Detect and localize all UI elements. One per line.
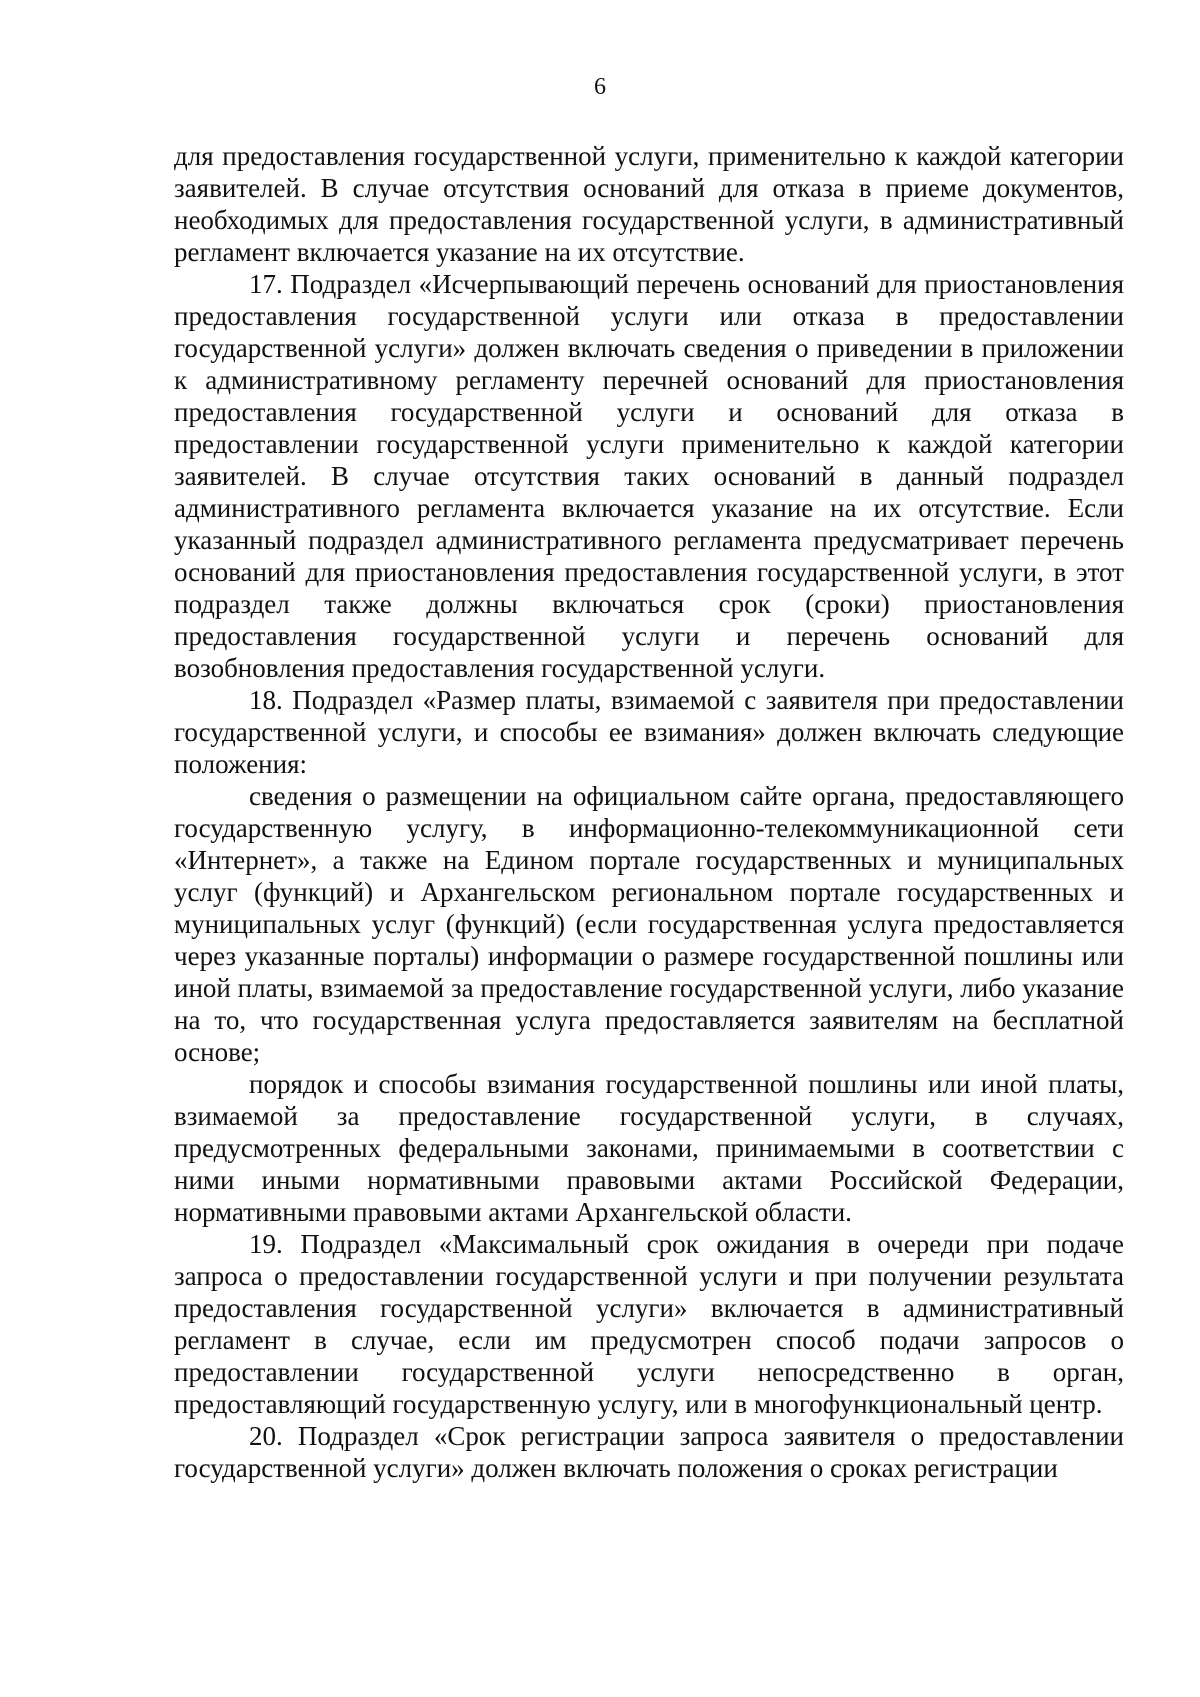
- document-body: [174, 140, 1124, 1484]
- paragraph-18-item-2: порядок и способы взимания государственной пошлины или иной платы, взимаемой за предоставление государственной услуги, в случаях, предусмотренных федеральными законами, принимаемыми в соответствии с ними иными нормативными правовыми актами Российской Федерации, нормативными правовыми актами Архангельской области.: [174, 1069, 1124, 1227]
- paragraph-continuation: для предоставления государственной услуги, применительно к каждой категории заявителей. В случае отсутствия оснований для отказа в приеме документов, необходимых для предоставления государственной услуги, в административный регламент включается указание на их отсутствие.: [174, 141, 1124, 267]
- paragraph-18-item-1: сведения о размещении на официальном сайте органа, предоставляющего государственную услугу, в информационно-телекоммуникационной сети «Интернет», а также на Едином портале государственных и муниципальных услуг (функций) и Архангельском региональном портале государственных и муниципальных услуг (функций) (если государственная услуга предоставляется через указанные порталы) информации о размере государственной пошлины или иной платы, взимаемой за предоставление государственной услуги, либо указание на то, что государственная услуга предоставляется заявителям на бесплатной основе;: [174, 781, 1124, 1067]
- paragraph-18: 18. Подраздел «Размер платы, взимаемой с заявителя при предоставлении государственной услуги, и способы ее взимания» должен включать следующие положения:: [174, 685, 1124, 779]
- paragraph-20: 20. Подраздел «Срок регистрации запроса заявителя о предоставлении государственной услуги» должен включать положения о сроках регистрации: [174, 1421, 1124, 1483]
- paragraph-19: 19. Подраздел «Максимальный срок ожидания в очереди при подаче запроса о предоставлении государственной услуги и при получении результата предоставления государственной услуги» включается в административный регламент в случае, если им предусмотрен способ подачи запросов о предоставлении государственной услуги непосредственно в орган, предоставляющий государственную услугу, или в многофункциональный центр.: [174, 1229, 1124, 1419]
- page-number: 6: [594, 74, 606, 100]
- paragraph-17: 17. Подраздел «Исчерпывающий перечень оснований для приостановления предоставления государственной услуги или отказа в предоставлении государственной услуги» должен включать сведения о приведении в приложении к административному регламенту перечней оснований для приостановления предоставления государственной услуги и оснований для отказа в предоставлении государственной услуги применительно к каждой категории заявителей. В случае отсутствия таких оснований в данный подраздел административного регламента включается указание на их отсутствие. Если указанный подраздел административного регламента предусматривает перечень оснований для приостановления предоставления государственной услуги, в этот подраздел также должны включаться срок (сроки) приостановления предоставления государственной услуги и перечень оснований для возобновления предоставления государственной услуги.: [174, 269, 1124, 683]
